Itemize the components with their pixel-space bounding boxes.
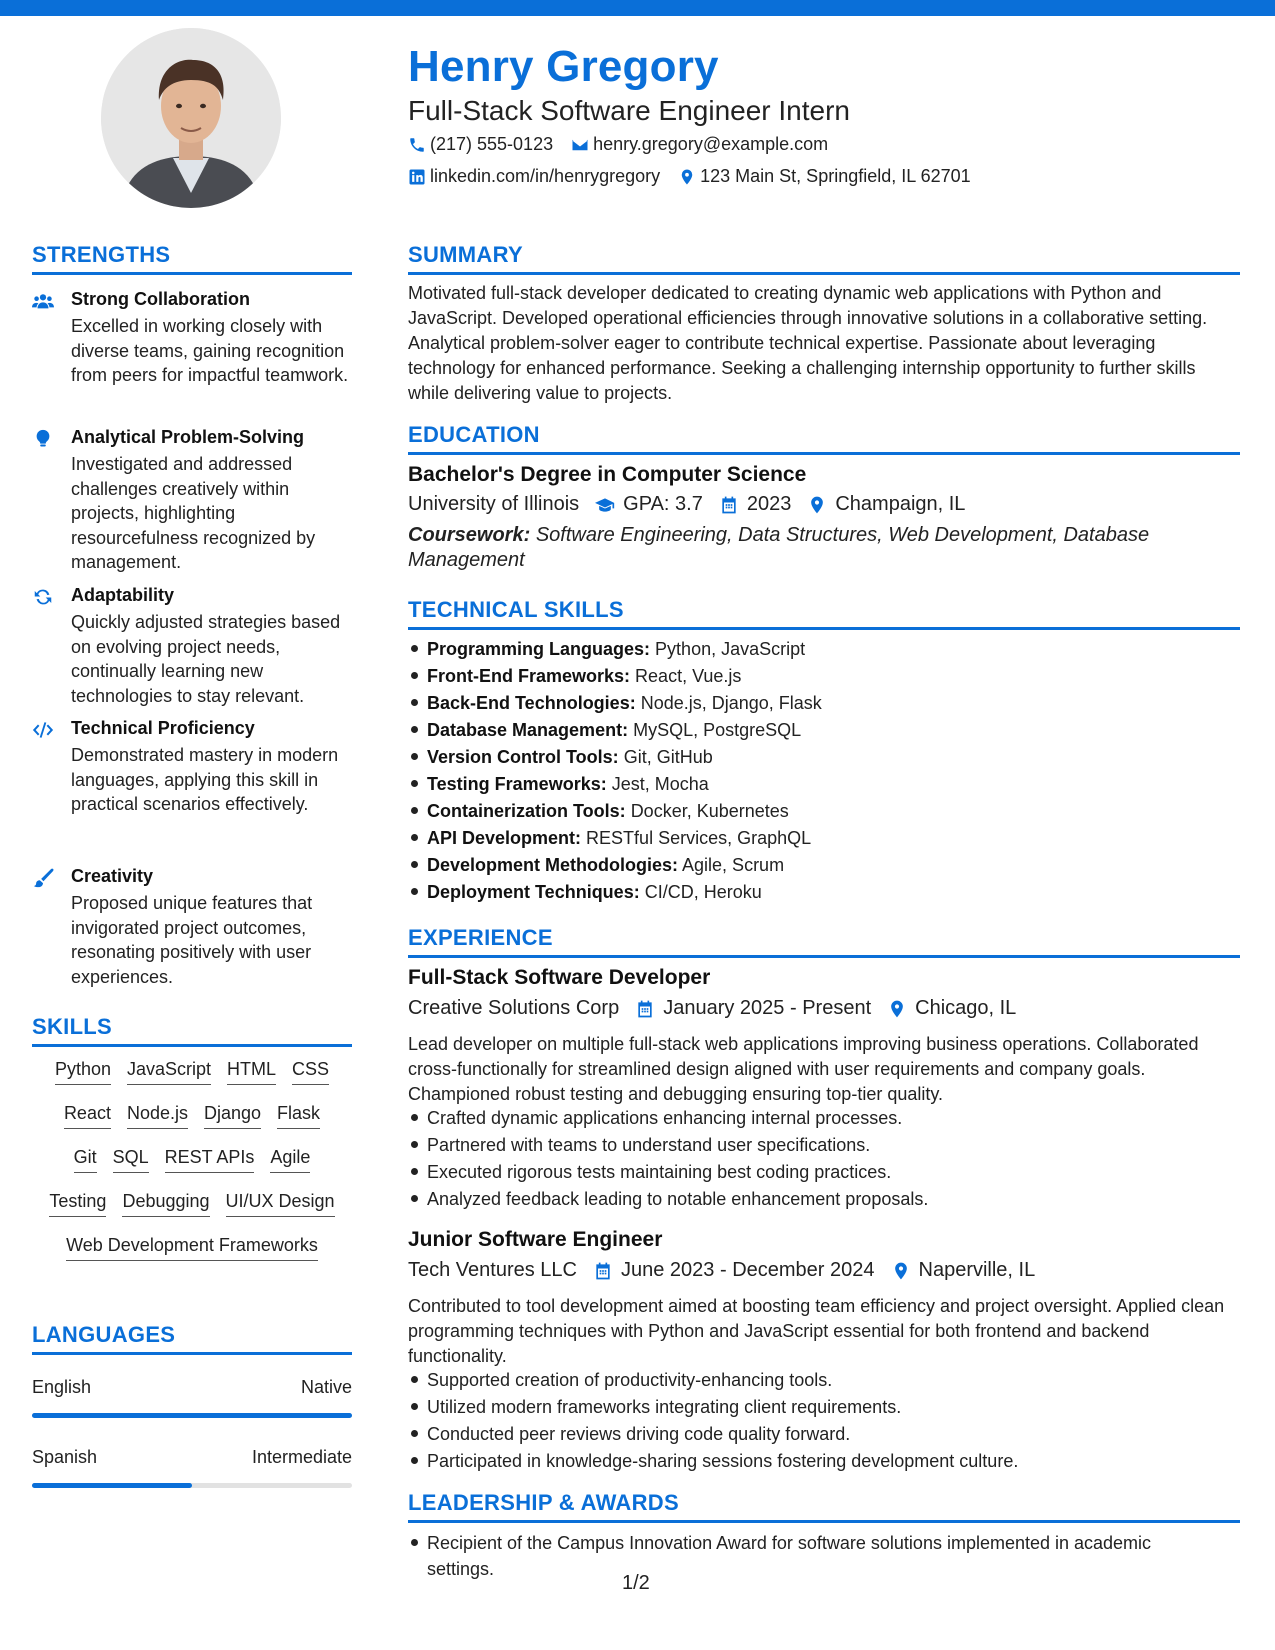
language-bar-fill xyxy=(32,1483,192,1488)
strength-desc: Quickly adjusted strategies based on evolving project needs, continually learning new technologies to stay relevant. xyxy=(71,612,341,706)
leadership-divider xyxy=(408,1520,1240,1523)
skill-tag: UI/UX Design xyxy=(226,1190,335,1217)
job-meta xyxy=(408,997,1032,1020)
strength-desc: Proposed unique features that invigorated project outcomes, resonating positively with user experiences. xyxy=(71,893,313,987)
skill-category: API Development: xyxy=(427,828,582,848)
list-item: Participated in knowledge-sharing sessions fostering development culture. xyxy=(408,1448,1240,1475)
languages-heading: LANGUAGES xyxy=(32,1322,176,1347)
skill-category: Deployment Techniques: xyxy=(427,882,640,902)
education-year xyxy=(719,493,792,516)
job-title: Junior Software Engineer xyxy=(408,1228,663,1251)
language-name: Spanish xyxy=(32,1447,98,1467)
skill-category: Testing Frameworks: xyxy=(427,774,607,794)
skill-category: Containerization Tools: xyxy=(427,801,626,821)
year-text: 2023 xyxy=(746,493,792,515)
address-text: 123 Main St, Springfield, IL 62701 xyxy=(700,166,971,186)
skills-row xyxy=(32,1190,352,1217)
location-text: Naperville, IL xyxy=(918,1259,1036,1281)
job-summary: Contributed to tool development aimed at boosting team efficiency and project oversight. Applied clean programming techniques with Python and JavaScript essential for both frontend and backend functionality. xyxy=(408,1296,1225,1366)
skill-values: MySQL, PostgreSQL xyxy=(633,720,802,740)
strength-title: Technical Proficiency xyxy=(71,718,255,738)
strength-title: Analytical Problem-Solving xyxy=(71,427,305,447)
strengths-heading: STRENGTHS xyxy=(32,242,171,267)
job-location xyxy=(891,1259,1036,1282)
job-meta xyxy=(408,1259,1051,1282)
calendar-icon xyxy=(635,999,655,1019)
strength-desc: Investigated and addressed challenges creatively within projects, highlighting resourcefulness recognized by management. xyxy=(71,454,316,572)
language-name: English xyxy=(32,1377,92,1397)
list-item xyxy=(408,717,1240,744)
degree-title: Bachelor's Degree in Computer Science xyxy=(408,463,807,486)
skill-category: Database Management: xyxy=(427,720,629,740)
list-item xyxy=(408,852,1240,879)
technical-skills-heading: TECHNICAL SKILLS xyxy=(408,597,624,622)
strength-title: Strong Collaboration xyxy=(71,289,250,309)
location-text: Chicago, IL xyxy=(915,997,1017,1019)
list-item: Partnered with teams to understand user specifications. xyxy=(408,1132,1240,1159)
strength-desc: Excelled in working closely with diverse teams, gaining recognition from peers for impactful teamwork. xyxy=(71,316,349,385)
contact-email[interactable] xyxy=(571,134,828,155)
list-item xyxy=(408,798,1240,825)
leadership-list xyxy=(408,1530,1198,1582)
phone-icon xyxy=(408,136,426,154)
languages-divider xyxy=(32,1352,352,1355)
map-pin-icon xyxy=(887,999,907,1019)
skill-values: Docker, Kubernetes xyxy=(630,801,789,821)
strength-title: Creativity xyxy=(71,866,154,886)
skill-values: CI/CD, Heroku xyxy=(644,882,762,902)
language-level: Native xyxy=(300,1377,352,1397)
summary-text: Motivated full-stack developer dedicated to creating dynamic web applications with Python and JavaScript. Developed operational efficiencies through innovative solutions in a collaborative setting. Analytical problem-solver eager to contribute technical expertise. Passionate about leveraging technology for enhanced performance. Seeking a challenging internship opportunity to further skills while delivering value to projects. xyxy=(408,283,1208,403)
skill-tag: REST APIs xyxy=(165,1146,255,1173)
technical-skills-divider xyxy=(408,627,1240,630)
list-item xyxy=(408,825,1240,852)
linkedin-text: linkedin.com/in/henrygregory xyxy=(430,166,661,186)
skill-values: Agile, Scrum xyxy=(682,855,785,875)
skill-tag: Django xyxy=(204,1102,261,1129)
experience-heading: EXPERIENCE xyxy=(408,925,553,950)
linkedin-icon xyxy=(408,168,426,186)
contact-address xyxy=(678,166,971,187)
education-divider xyxy=(408,452,1240,455)
job-dates xyxy=(593,1259,875,1282)
skills-row xyxy=(32,1058,352,1085)
skill-values: Git, GitHub xyxy=(623,747,713,767)
list-item xyxy=(408,879,1240,906)
map-pin-icon xyxy=(678,168,696,186)
list-item: Crafted dynamic applications enhancing internal processes. xyxy=(408,1105,1240,1132)
job-title: Full-Stack Software Developer xyxy=(408,966,711,989)
list-item xyxy=(408,663,1240,690)
language-bar xyxy=(32,1483,352,1488)
list-item: Conducted peer reviews driving code quality forward. xyxy=(408,1421,1240,1448)
gpa-text: GPA: 3.7 xyxy=(623,493,703,515)
coursework-label: Coursework: xyxy=(408,524,531,546)
skills-row xyxy=(32,1234,352,1261)
phone-text: (217) 555-0123 xyxy=(430,134,554,154)
language-bar xyxy=(32,1413,352,1418)
skill-values: Jest, Mocha xyxy=(611,774,709,794)
list-item xyxy=(408,636,1240,663)
skill-tag: Web Development Frameworks xyxy=(66,1234,318,1261)
candidate-name: Henry Gregory xyxy=(408,42,719,91)
calendar-icon xyxy=(719,495,739,515)
job-company: Creative Solutions Corp xyxy=(408,997,620,1019)
education-meta xyxy=(408,493,981,516)
profile-photo-illustration xyxy=(101,28,281,208)
top-accent-bar xyxy=(0,0,1275,16)
skill-category: Front-End Frameworks: xyxy=(427,666,631,686)
skill-tag: Debugging xyxy=(122,1190,209,1217)
calendar-icon xyxy=(593,1261,613,1281)
coursework xyxy=(408,523,1240,573)
summary-divider xyxy=(408,272,1240,275)
language-bar-fill xyxy=(32,1413,352,1418)
job-dates xyxy=(635,997,871,1020)
location-text: Champaign, IL xyxy=(835,493,966,515)
skills-tag-cloud xyxy=(32,1058,352,1278)
skill-tag: CSS xyxy=(292,1058,329,1085)
skills-row xyxy=(32,1102,352,1129)
strengths-divider xyxy=(32,272,352,275)
education-school: University of Illinois xyxy=(408,493,580,515)
list-item xyxy=(408,744,1240,771)
list-item: Analyzed feedback leading to notable enhancement proposals. xyxy=(408,1186,1240,1213)
candidate-title: Full-Stack Software Engineer Intern xyxy=(408,95,850,126)
contact-linkedin[interactable] xyxy=(408,166,660,187)
skill-tag: JavaScript xyxy=(127,1058,211,1085)
users-icon xyxy=(32,291,54,311)
skill-tag: Node.js xyxy=(127,1102,188,1129)
map-pin-icon xyxy=(891,1261,911,1281)
list-item: Recipient of the Campus Innovation Award for software solutions implemented in academic settings. xyxy=(408,1530,1198,1582)
email-text: henry.gregory@example.com xyxy=(593,134,829,154)
list-item xyxy=(408,771,1240,798)
list-item: Supported creation of productivity-enhancing tools. xyxy=(408,1367,1240,1394)
job-bullets xyxy=(408,1367,1240,1475)
skill-values: Python, JavaScript xyxy=(655,639,806,659)
job-location xyxy=(887,997,1016,1020)
job-bullets xyxy=(408,1105,1240,1213)
coursework-text: Software Engineering, Data Structures, Web Development, Database Management xyxy=(408,524,1150,571)
contact-row-1 xyxy=(408,134,846,155)
leadership-heading: LEADERSHIP & AWARDS xyxy=(408,1490,679,1515)
summary-heading: SUMMARY xyxy=(408,242,523,267)
skill-values: RESTful Services, GraphQL xyxy=(586,828,812,848)
skills-divider xyxy=(32,1044,352,1047)
skill-category: Development Methodologies: xyxy=(427,855,679,875)
envelope-icon xyxy=(571,136,589,154)
experience-divider xyxy=(408,955,1240,958)
lightbulb-icon xyxy=(32,429,54,449)
skill-tag: Agile xyxy=(270,1146,310,1173)
technical-skills-list xyxy=(408,636,1240,906)
dates-text: January 2025 - Present xyxy=(663,997,872,1019)
sync-icon xyxy=(32,587,54,607)
code-icon xyxy=(32,720,54,740)
job-summary: Lead developer on multiple full-stack web applications improving business operations. Collaborated cross-functionally for streamlined design aligned with user requirements and company goals. Championed robust testing and debugging ensuring top-tier quality. xyxy=(408,1034,1199,1104)
page-number: 1/2 xyxy=(622,1572,650,1594)
paintbrush-icon xyxy=(32,868,54,888)
skill-tag: React xyxy=(64,1102,111,1129)
map-pin-icon xyxy=(807,495,827,515)
skill-values: Node.js, Django, Flask xyxy=(640,693,822,713)
skill-tag: Git xyxy=(74,1146,97,1173)
list-item: Utilized modern frameworks integrating client requirements. xyxy=(408,1394,1240,1421)
language-level: Intermediate xyxy=(251,1447,352,1467)
skill-category: Programming Languages: xyxy=(427,639,651,659)
job-company: Tech Ventures LLC xyxy=(408,1259,577,1281)
skills-heading: SKILLS xyxy=(32,1014,113,1039)
strength-title: Adaptability xyxy=(71,585,175,605)
contact-phone[interactable] xyxy=(408,134,553,155)
education-gpa xyxy=(595,493,703,516)
skill-tag: Python xyxy=(55,1058,111,1085)
contact-row-2 xyxy=(408,166,989,187)
education-heading: EDUCATION xyxy=(408,422,540,447)
profile-photo xyxy=(101,28,281,208)
list-item: Executed rigorous tests maintaining best coding practices. xyxy=(408,1159,1240,1186)
skill-tag: Testing xyxy=(49,1190,106,1217)
skill-category: Version Control Tools: xyxy=(427,747,619,767)
skill-values: React, Vue.js xyxy=(635,666,742,686)
skills-row xyxy=(32,1146,352,1173)
dates-text: June 2023 - December 2024 xyxy=(621,1259,875,1281)
skill-tag: HTML xyxy=(227,1058,276,1085)
skill-category: Back-End Technologies: xyxy=(427,693,636,713)
strength-desc: Demonstrated mastery in modern languages, applying this skill in practical scenarios effectively. xyxy=(71,745,339,814)
graduation-cap-icon xyxy=(595,495,615,515)
list-item xyxy=(408,690,1240,717)
skill-tag: SQL xyxy=(113,1146,149,1173)
education-location xyxy=(807,493,965,516)
skill-tag: Flask xyxy=(277,1102,320,1129)
